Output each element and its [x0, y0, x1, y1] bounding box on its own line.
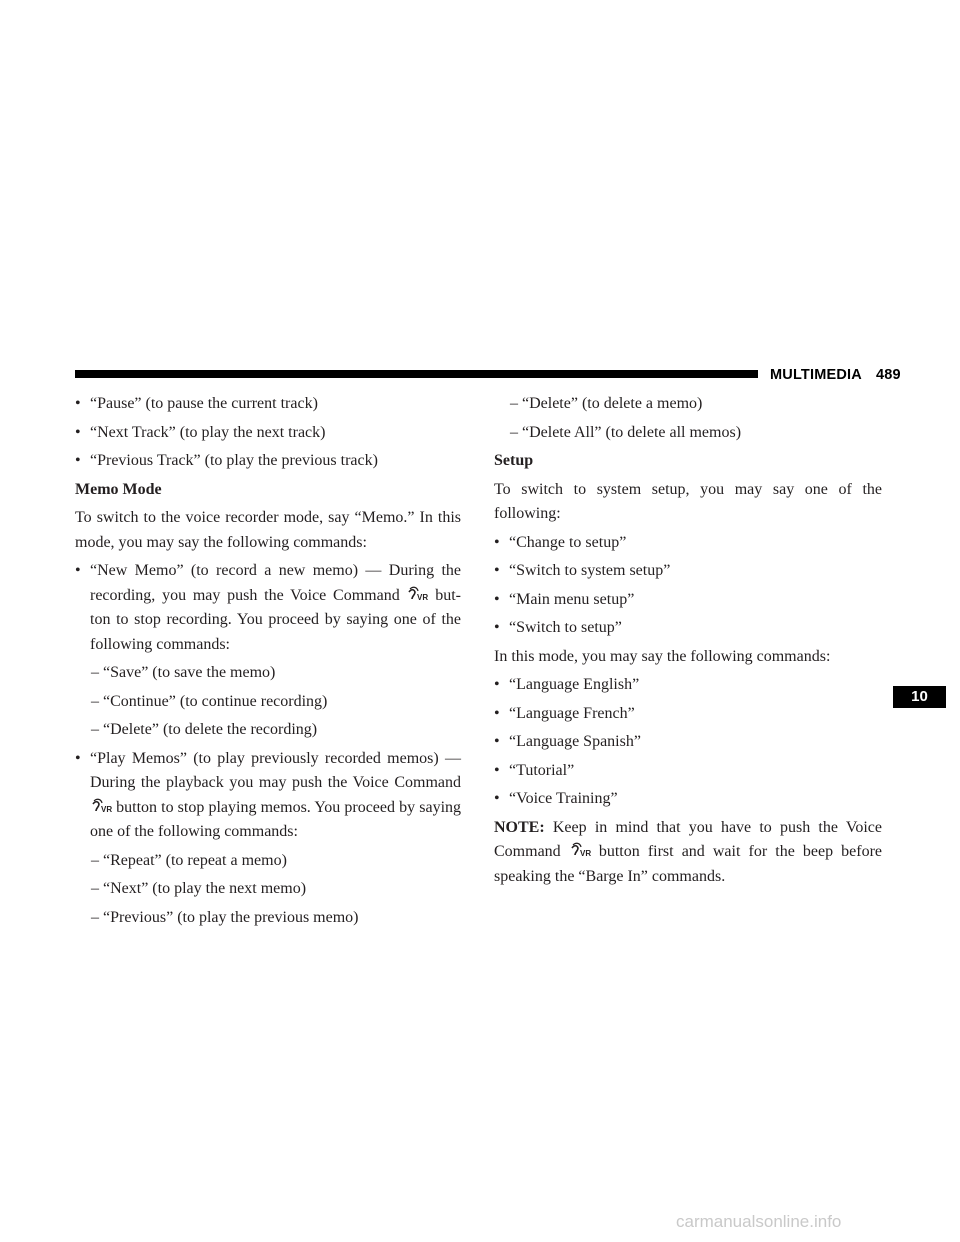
bullet-icon: • [494, 533, 500, 551]
list-item: • “Language French” [494, 702, 882, 727]
voice-command-icon [91, 798, 111, 814]
voice-command-icon [570, 842, 590, 858]
memo-mode-heading: Memo Mode [75, 480, 162, 498]
bullet-icon: • [494, 562, 500, 579]
mode-intro: In this mode, you may say the following commands: [494, 647, 831, 665]
bullet-icon: • [494, 761, 500, 779]
list-item: – “Next” (to play the next memo) [91, 880, 307, 897]
bullet-icon: • [494, 590, 500, 608]
list-item: • “Change to setup” [494, 531, 882, 556]
svg-text:VR: VR [417, 592, 429, 602]
list-item: • “Switch to setup” [494, 616, 882, 641]
page-header [770, 367, 901, 383]
list-item: • “Switch to system setup” [494, 559, 882, 584]
list-item: • “Language Spanish” [494, 730, 882, 755]
bullet-icon: • [75, 452, 81, 469]
bullet-icon: • [494, 676, 500, 693]
voice-command-icon [407, 586, 427, 602]
list-item: • “Main menu setup” [494, 588, 882, 613]
list-item: – “Previous” (to play the previous memo) [91, 908, 359, 926]
play-memos-item: • “Play Memos” (to play previously recorded memos) — During the playback you may push the Voice Command VR button to stop playing memos. You proceed by saying one of the following commands: [75, 747, 461, 845]
page-number: 489 [875, 367, 901, 383]
list-item: – “Delete All” (to delete all memos) [510, 423, 742, 441]
setup-heading: Setup [494, 452, 534, 469]
list-item: – “Delete” (to delete the recording) [91, 721, 318, 738]
bullet-icon: • [75, 423, 81, 441]
svg-text:VR: VR [101, 804, 113, 814]
list-item: • “Language English” [494, 673, 882, 698]
bullet-icon: • [494, 733, 500, 750]
chapter-tab: 10 [893, 686, 946, 708]
bullet-icon: • [494, 790, 500, 807]
section-title: MULTIMEDIA [770, 367, 862, 383]
list-item: • “Voice Training” [494, 787, 882, 812]
list-item: • “Tutorial” [494, 759, 882, 784]
setup-intro: To switch to system setup, you may say one of the following: [494, 480, 882, 522]
svg-text:VR: VR [579, 849, 591, 858]
list-item: – “Delete” (to delete a memo) [510, 395, 703, 412]
bullet-icon: • [75, 749, 81, 767]
bullet-icon: • [75, 395, 81, 412]
note-paragraph: NOTE: Keep in mind that you have to push the Voice Command VR button first and wait for the beep before speaking the “Barge In” commands. [494, 818, 883, 885]
left-column [75, 392, 461, 934]
list-item: – “Continue” (to continue recording) [91, 692, 328, 710]
right-column [494, 392, 882, 893]
watermark: carmanualsonline.info [676, 1212, 842, 1231]
bullet-icon: • [494, 619, 500, 636]
note-label: NOTE: [494, 818, 545, 836]
bullet-icon: • [75, 562, 81, 579]
bullet-icon: • [494, 704, 500, 722]
list-item: – “Save” (to save the memo) [91, 664, 276, 681]
header-rule [75, 370, 758, 378]
list-item: • “Previous Track” (to play the previous track) [75, 449, 461, 474]
list-item: • “Pause” (to pause the current track) [75, 392, 461, 417]
new-memo-item: • “New Memo” (to record a new memo) — During the recording, you may push the Voice Command VR but- ton to stop recording. You proceed by saying one of the following commands: [75, 559, 461, 657]
list-item: • “Next Track” (to play the next track) [75, 421, 461, 446]
memo-intro: To switch to the voice recorder mode, say “Memo.” In this mode, you may say the following commands: [75, 509, 461, 551]
list-item: – “Repeat” (to repeat a memo) [91, 851, 287, 869]
